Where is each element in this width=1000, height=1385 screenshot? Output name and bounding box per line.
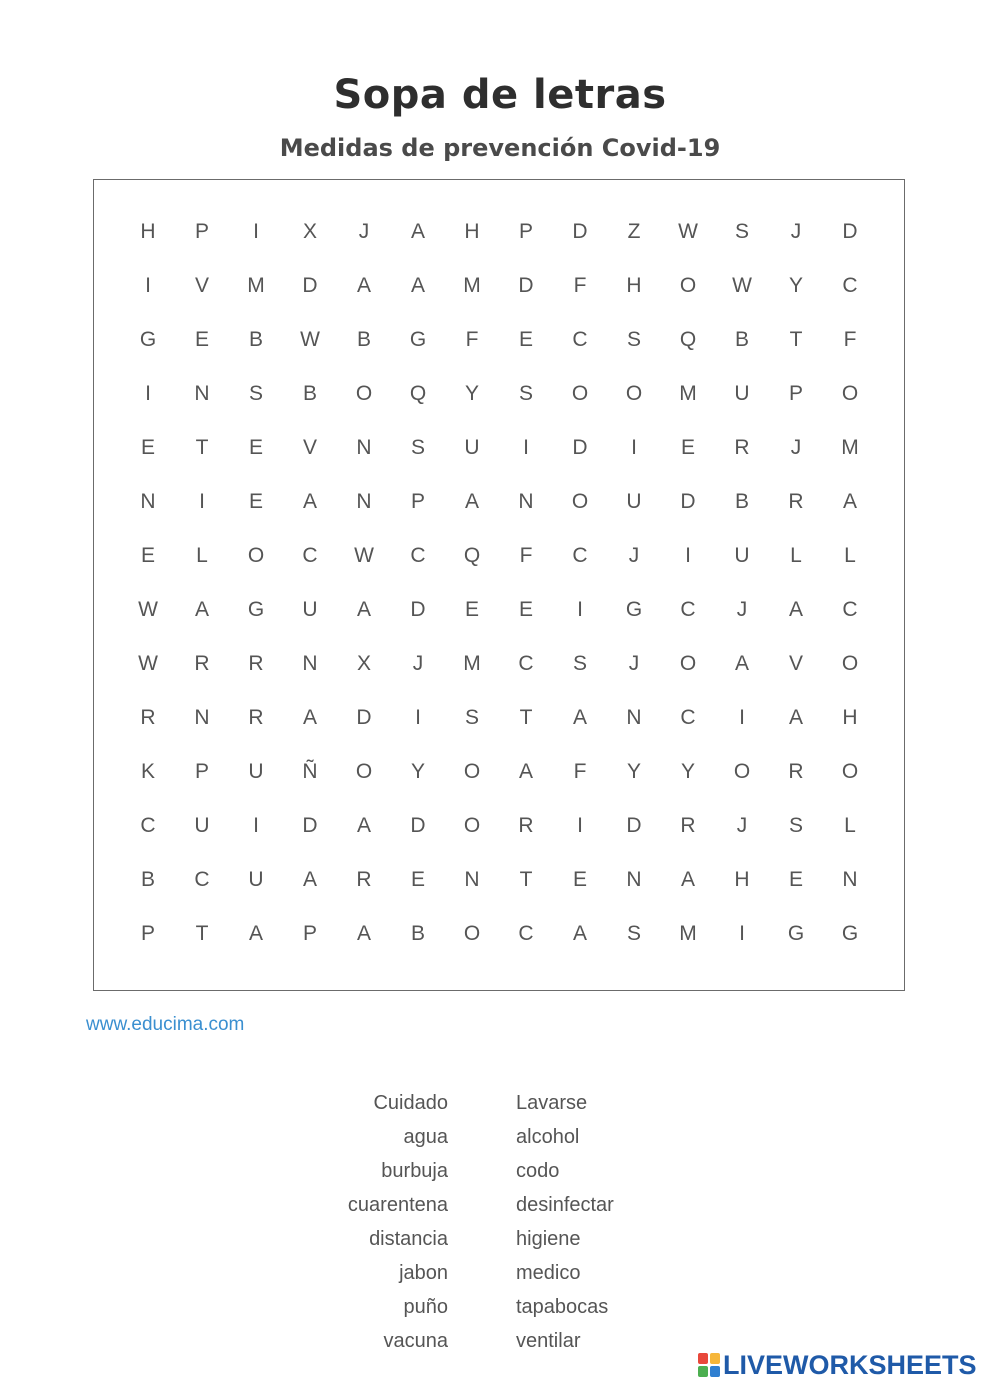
grid-cell[interactable]: O [841, 652, 859, 675]
grid-cell[interactable]: S [410, 436, 425, 459]
grid-cell[interactable]: G [841, 922, 859, 945]
grid-cell[interactable]: N [464, 868, 480, 891]
grid-cell[interactable]: R [734, 436, 750, 459]
grid-cell[interactable]: X [356, 652, 371, 675]
grid-cell[interactable]: O [571, 382, 589, 405]
grid-cell[interactable]: M [247, 274, 265, 297]
grid-cell[interactable]: P [194, 760, 209, 783]
grid-cell[interactable]: N [302, 652, 318, 675]
grid-cell[interactable]: A [302, 706, 317, 729]
grid-cell[interactable]: J [790, 436, 802, 459]
grid-cell[interactable]: R [788, 490, 804, 513]
grid-cell[interactable]: V [302, 436, 317, 459]
word-item: desinfectar [516, 1194, 614, 1216]
grid-cell[interactable]: O [841, 382, 859, 405]
grid-cell[interactable]: E [518, 328, 533, 351]
grid-cell[interactable]: R [194, 652, 210, 675]
grid-cell[interactable]: Y [626, 760, 641, 783]
grid-cell[interactable]: D [518, 274, 534, 297]
grid-cell[interactable]: L [844, 814, 856, 837]
grid-cell[interactable]: W [138, 598, 158, 621]
grid-cell[interactable]: E [194, 328, 209, 351]
grid-cell[interactable]: E [140, 436, 155, 459]
grid-cell[interactable]: H [140, 220, 156, 243]
grid-cell[interactable]: A [356, 814, 371, 837]
word-item: puño [403, 1296, 448, 1318]
grid-cell[interactable]: N [356, 436, 372, 459]
grid-cell[interactable]: M [841, 436, 859, 459]
grid-cell[interactable]: L [196, 544, 208, 567]
word-list-right [516, 1086, 716, 1358]
grid-cell[interactable]: E [140, 544, 155, 567]
grid-cell[interactable]: N [626, 706, 642, 729]
grid-cell[interactable]: N [842, 868, 858, 891]
grid-cell[interactable]: A [194, 598, 209, 621]
grid-cell[interactable]: J [358, 220, 370, 243]
grid-cell[interactable]: U [248, 760, 264, 783]
grid-cell[interactable]: O [355, 760, 373, 783]
word-item: burbuja [381, 1160, 448, 1182]
grid-cell[interactable]: R [248, 652, 264, 675]
grid-cell[interactable]: G [139, 328, 157, 351]
grid-cell[interactable]: I [739, 706, 745, 729]
word-item: higiene [516, 1228, 581, 1250]
grid-cell[interactable]: G [409, 328, 427, 351]
grid-cell[interactable]: R [248, 706, 264, 729]
grid-cell[interactable]: J [628, 652, 640, 675]
logo-square-red [698, 1353, 708, 1364]
grid-cell[interactable]: N [356, 490, 372, 513]
grid-cell[interactable]: T [519, 706, 533, 729]
grid-cell[interactable]: V [194, 274, 209, 297]
grid-cell[interactable]: A [572, 922, 587, 945]
grid-cell[interactable]: P [410, 490, 425, 513]
word-item: ventilar [516, 1330, 581, 1352]
grid-cell[interactable]: Z [627, 220, 641, 243]
grid-cell[interactable]: M [463, 652, 481, 675]
grid-cell[interactable]: G [787, 922, 805, 945]
grid-cell[interactable]: X [302, 220, 317, 243]
grid-cell[interactable]: U [734, 382, 750, 405]
grid-cell[interactable]: A [410, 220, 425, 243]
grid-cell[interactable]: I [523, 436, 529, 459]
word-item: medico [516, 1262, 581, 1284]
grid-cell[interactable]: C [842, 598, 858, 621]
grid-cell[interactable]: A [572, 706, 587, 729]
grid-cell[interactable]: Y [464, 382, 479, 405]
grid-cell[interactable]: J [790, 220, 802, 243]
grid-cell[interactable]: T [519, 868, 533, 891]
grid-cell[interactable]: A [356, 274, 371, 297]
grid-cell[interactable]: G [625, 598, 643, 621]
grid-cell[interactable]: B [734, 490, 749, 513]
grid-cell[interactable]: A [680, 868, 695, 891]
grid-cell[interactable]: C [518, 652, 534, 675]
grid-cell[interactable]: R [518, 814, 534, 837]
brand-text: LIVEWORKSHEETS [723, 1349, 977, 1380]
grid-cell[interactable]: V [788, 652, 803, 675]
grid-cell[interactable]: I [739, 922, 745, 945]
grid-cell[interactable]: H [626, 274, 642, 297]
grid-cell[interactable]: S [626, 328, 641, 351]
grid-cell[interactable]: A [356, 598, 371, 621]
grid-cell[interactable]: S [464, 706, 479, 729]
grid-cell[interactable]: D [572, 436, 588, 459]
grid-cell[interactable]: W [138, 652, 158, 675]
word-item: distancia [369, 1228, 448, 1250]
grid-cell[interactable]: U [302, 598, 318, 621]
grid-cell[interactable]: A [788, 598, 803, 621]
grid-cell[interactable]: P [302, 922, 317, 945]
grid-cell[interactable]: A [302, 868, 317, 891]
grid-cell[interactable]: U [734, 544, 750, 567]
liveworksheets-logo-icon [698, 1353, 720, 1377]
logo-square-blue [710, 1366, 720, 1377]
grid-cell[interactable]: W [678, 220, 698, 243]
grid-cell[interactable]: O [679, 652, 697, 675]
grid-cell[interactable]: I [685, 544, 691, 567]
grid-cell[interactable]: P [788, 382, 803, 405]
grid-cell[interactable]: D [842, 220, 858, 243]
grid-cell[interactable]: A [356, 922, 371, 945]
grid-cell[interactable]: F [573, 760, 587, 783]
grid-cell[interactable]: D [356, 706, 372, 729]
grid-cell[interactable]: R [356, 868, 372, 891]
grid-cell[interactable]: I [577, 814, 583, 837]
grid-cell[interactable]: A [464, 490, 479, 513]
grid-cell[interactable]: C [410, 544, 426, 567]
grid-cell[interactable]: N [626, 868, 642, 891]
grid-cell[interactable]: Q [409, 382, 427, 405]
word-item: Lavarse [516, 1092, 588, 1114]
grid-cell[interactable]: E [464, 598, 479, 621]
grid-cell[interactable]: T [789, 328, 803, 351]
grid-cell[interactable]: B [248, 328, 263, 351]
grid-cell[interactable]: R [788, 760, 804, 783]
grid-cell[interactable]: S [572, 652, 587, 675]
grid-cell[interactable]: I [253, 220, 259, 243]
grid-cell[interactable]: B [302, 382, 317, 405]
word-item: agua [403, 1126, 448, 1148]
grid-cell[interactable]: R [680, 814, 696, 837]
grid-cell[interactable]: I [631, 436, 637, 459]
grid-cell[interactable]: K [140, 760, 155, 783]
grid-cell[interactable]: E [410, 868, 425, 891]
grid-cell[interactable]: D [302, 274, 318, 297]
grid-cell[interactable]: G [247, 598, 265, 621]
word-item: codo [516, 1160, 560, 1182]
grid-cell[interactable]: F [843, 328, 857, 351]
grid-cell[interactable]: Ñ [302, 760, 318, 783]
grid-cell[interactable]: S [788, 814, 803, 837]
grid-cell[interactable]: A [842, 490, 857, 513]
grid-cell[interactable]: D [302, 814, 318, 837]
grid-cell[interactable]: U [248, 868, 264, 891]
grid-cell[interactable]: E [680, 436, 695, 459]
word-item: tapabocas [516, 1296, 609, 1318]
grid-cell[interactable]: R [140, 706, 156, 729]
grid-cell[interactable]: C [140, 814, 156, 837]
grid-cell[interactable]: O [625, 382, 643, 405]
grid-cell[interactable]: I [577, 598, 583, 621]
word-item: cuarentena [347, 1194, 448, 1216]
grid-cell[interactable]: Q [679, 328, 697, 351]
grid-cell[interactable]: P [140, 922, 155, 945]
grid-cell[interactable]: Q [463, 544, 481, 567]
word-list-left [300, 1086, 448, 1358]
word-search-grid[interactable] [121, 205, 877, 961]
grid-cell[interactable]: A [302, 490, 317, 513]
grid-cell[interactable]: C [194, 868, 210, 891]
word-item: Cuidado [373, 1092, 448, 1114]
grid-cell[interactable]: J [736, 814, 748, 837]
grid-cell[interactable]: M [463, 274, 481, 297]
grid-cell[interactable]: E [248, 490, 263, 513]
grid-cell[interactable]: W [354, 544, 374, 567]
grid-cell[interactable]: P [194, 220, 209, 243]
grid-cell[interactable]: A [248, 922, 263, 945]
grid-cell[interactable]: T [195, 922, 209, 945]
grid-cell[interactable]: O [355, 382, 373, 405]
grid-cell[interactable]: F [519, 544, 533, 567]
grid-cell[interactable]: S [248, 382, 263, 405]
logo-square-green [698, 1366, 708, 1377]
grid-cell[interactable]: U [626, 490, 642, 513]
grid-cell[interactable]: M [679, 922, 697, 945]
grid-cell[interactable]: I [253, 814, 259, 837]
grid-cell[interactable]: Y [410, 760, 425, 783]
grid-cell[interactable]: Y [680, 760, 695, 783]
logo-square-yellow [710, 1353, 720, 1364]
grid-cell[interactable]: E [518, 598, 533, 621]
grid-cell[interactable]: Y [788, 274, 803, 297]
grid-cell[interactable]: F [573, 274, 587, 297]
grid-cell[interactable]: D [410, 598, 426, 621]
grid-cell[interactable]: F [465, 328, 479, 351]
grid-cell[interactable]: O [679, 274, 697, 297]
grid-cell[interactable]: L [790, 544, 802, 567]
grid-cell[interactable]: B [140, 868, 155, 891]
word-item: jabon [399, 1262, 448, 1284]
word-item: vacuna [383, 1330, 448, 1352]
grid-cell[interactable]: J [412, 652, 424, 675]
grid-cell[interactable]: U [194, 814, 210, 837]
grid-cell[interactable]: S [626, 922, 641, 945]
page-title: Sopa de letras [333, 72, 667, 118]
grid-cell[interactable]: P [518, 220, 533, 243]
grid-cell[interactable]: C [680, 706, 696, 729]
grid-cell[interactable]: O [571, 490, 589, 513]
grid-cell[interactable]: T [195, 436, 209, 459]
grid-cell[interactable]: D [626, 814, 642, 837]
grid-cell[interactable]: N [518, 490, 534, 513]
educima-link[interactable]: www.educima.com [86, 1014, 245, 1035]
grid-cell[interactable]: C [302, 544, 318, 567]
grid-cell[interactable]: I [145, 274, 151, 297]
grid-cell[interactable]: O [247, 544, 265, 567]
grid-cell[interactable]: H [842, 706, 858, 729]
grid-cell[interactable]: N [194, 706, 210, 729]
grid-cell[interactable]: N [194, 382, 210, 405]
grid-cell[interactable]: I [199, 490, 205, 513]
grid-cell[interactable]: H [734, 868, 750, 891]
grid-cell[interactable]: U [464, 436, 480, 459]
grid-cell[interactable]: W [300, 328, 320, 351]
grid-cell[interactable]: B [734, 328, 749, 351]
grid-cell[interactable]: E [788, 868, 803, 891]
grid-cell[interactable]: A [734, 652, 749, 675]
grid-cell[interactable]: D [680, 490, 696, 513]
page-subtitle: Medidas de prevención Covid-19 [279, 134, 721, 162]
grid-cell[interactable]: W [732, 274, 752, 297]
grid-cell[interactable]: O [841, 760, 859, 783]
grid-cell[interactable]: A [410, 274, 425, 297]
grid-cell[interactable]: C [572, 328, 588, 351]
grid-cell[interactable]: O [463, 922, 481, 945]
grid-cell[interactable]: D [410, 814, 426, 837]
grid-cell[interactable]: L [844, 544, 856, 567]
grid-cell[interactable]: B [356, 328, 371, 351]
grid-cell[interactable]: M [679, 382, 697, 405]
grid-cell[interactable]: J [628, 544, 640, 567]
grid-cell[interactable]: C [680, 598, 696, 621]
grid-cell[interactable]: A [788, 706, 803, 729]
grid-cell[interactable]: I [415, 706, 421, 729]
grid-cell[interactable]: J [736, 598, 748, 621]
liveworksheets-brand[interactable] [698, 1349, 977, 1381]
grid-cell[interactable]: O [463, 814, 481, 837]
word-item: alcohol [516, 1126, 580, 1148]
grid-cell[interactable]: S [734, 220, 749, 243]
grid-cell[interactable]: D [572, 220, 588, 243]
grid-cell[interactable]: O [463, 760, 481, 783]
grid-cell[interactable]: B [410, 922, 425, 945]
grid-cell[interactable]: N [140, 490, 156, 513]
grid-cell[interactable]: H [464, 220, 480, 243]
grid-cell[interactable]: O [733, 760, 751, 783]
grid-cell[interactable]: I [145, 382, 151, 405]
grid-cell[interactable]: C [572, 544, 588, 567]
grid-cell[interactable]: E [572, 868, 587, 891]
grid-cell[interactable]: S [518, 382, 533, 405]
grid-cell[interactable]: E [248, 436, 263, 459]
grid-cell[interactable]: A [518, 760, 533, 783]
grid-cell[interactable]: C [842, 274, 858, 297]
grid-cell[interactable]: C [518, 922, 534, 945]
